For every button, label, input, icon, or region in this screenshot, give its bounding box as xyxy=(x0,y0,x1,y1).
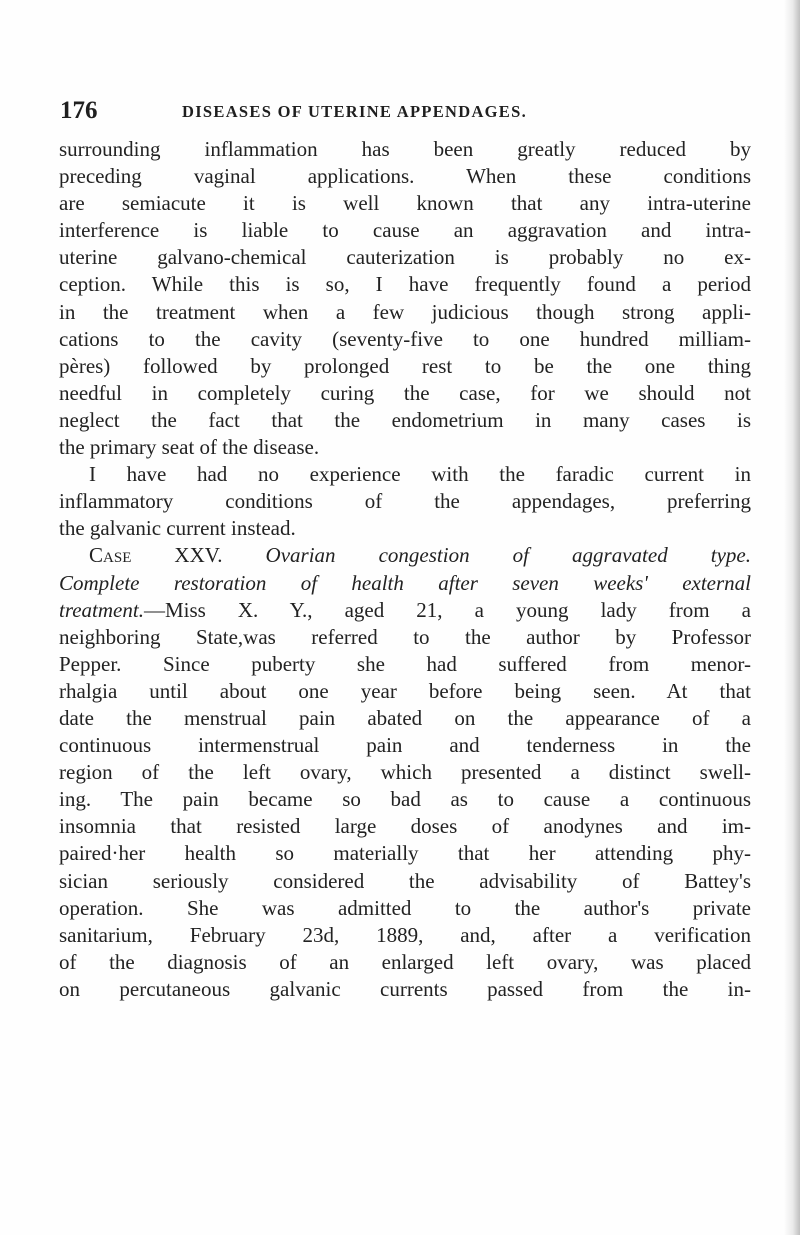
case-title-line: Complete restoration of health after seven weeks' external xyxy=(59,570,751,595)
text-line: cations to the cavity (seventy-five to one hundred milliam- xyxy=(59,326,751,351)
text-line: the galvanic current instead. xyxy=(59,516,296,541)
text-line: ing. The pain became so bad as to cause a continuous xyxy=(59,787,751,812)
text-line: I have had no experience with the faradic current in xyxy=(89,462,751,487)
text-line: the primary seat of the disease. xyxy=(59,435,320,460)
text-line: ception. While this is so, I have frequently found a period xyxy=(59,272,751,297)
text-line: sician seriously considered the advisability of Battey's xyxy=(59,868,751,893)
text-line: inflammatory conditions of the appendages, preferring xyxy=(59,489,751,514)
text-line: insomnia that resisted large doses of anodynes and im- xyxy=(59,814,751,839)
text-line: uterine galvano-chemical cauterization is probably no ex- xyxy=(59,245,751,270)
text-line: needful in completely curing the case, for we should not xyxy=(59,380,751,405)
text-line: pères) followed by prolonged rest to be the one thing xyxy=(59,353,751,378)
text-line: treatment.—Miss X. Y., aged 21, a young lady from a xyxy=(59,597,751,622)
text-line: paired·her health so materially that her attending phy- xyxy=(59,841,751,866)
body-text xyxy=(59,136,751,1003)
page-number: 176 xyxy=(60,97,98,124)
text-line: rhalgia until about one year before being seen. At that xyxy=(59,678,751,703)
text-line: neighboring State,was referred to the author by Professor xyxy=(59,624,751,649)
text-line: sanitarium, February 23d, 1889, and, after a verification xyxy=(59,922,751,947)
text-line: surrounding inflammation has been greatly reduced by xyxy=(59,137,751,161)
case-title: Ovarian congestion of aggravated type. xyxy=(265,543,752,568)
text-line: interference is liable to cause an aggravation and intra- xyxy=(59,218,751,243)
text-line: operation. She was admitted to the author's private xyxy=(59,895,751,920)
text-line: of the diagnosis of an enlarged left ovary, was placed xyxy=(59,949,751,974)
running-title: DISEASES OF UTERINE APPENDAGES. xyxy=(182,102,528,121)
text-line: in the treatment when a few judicious though strong appli- xyxy=(59,299,751,324)
text-line: date the menstrual pain abated on the appearance of a xyxy=(59,705,751,730)
text-line: are semiacute it is well known that any intra-uterine xyxy=(59,191,751,216)
text-line: continuous intermenstrual pain and tenderness in the xyxy=(59,733,751,758)
text-line: on percutaneous galvanic currents passed from the in- xyxy=(59,976,751,1001)
text-line: Pepper. Since puberty she had suffered from menor- xyxy=(59,651,751,676)
case-heading xyxy=(59,542,751,569)
case-label: Case XXV. xyxy=(89,543,223,568)
text-line: neglect the fact that the endometrium in many cases is xyxy=(59,407,751,432)
page-edge-shadow xyxy=(784,0,800,1235)
running-header xyxy=(60,96,680,126)
text-line: preceding vaginal applications. When these conditions xyxy=(59,164,751,189)
text-line: region of the left ovary, which presented a distinct swell- xyxy=(59,760,751,785)
